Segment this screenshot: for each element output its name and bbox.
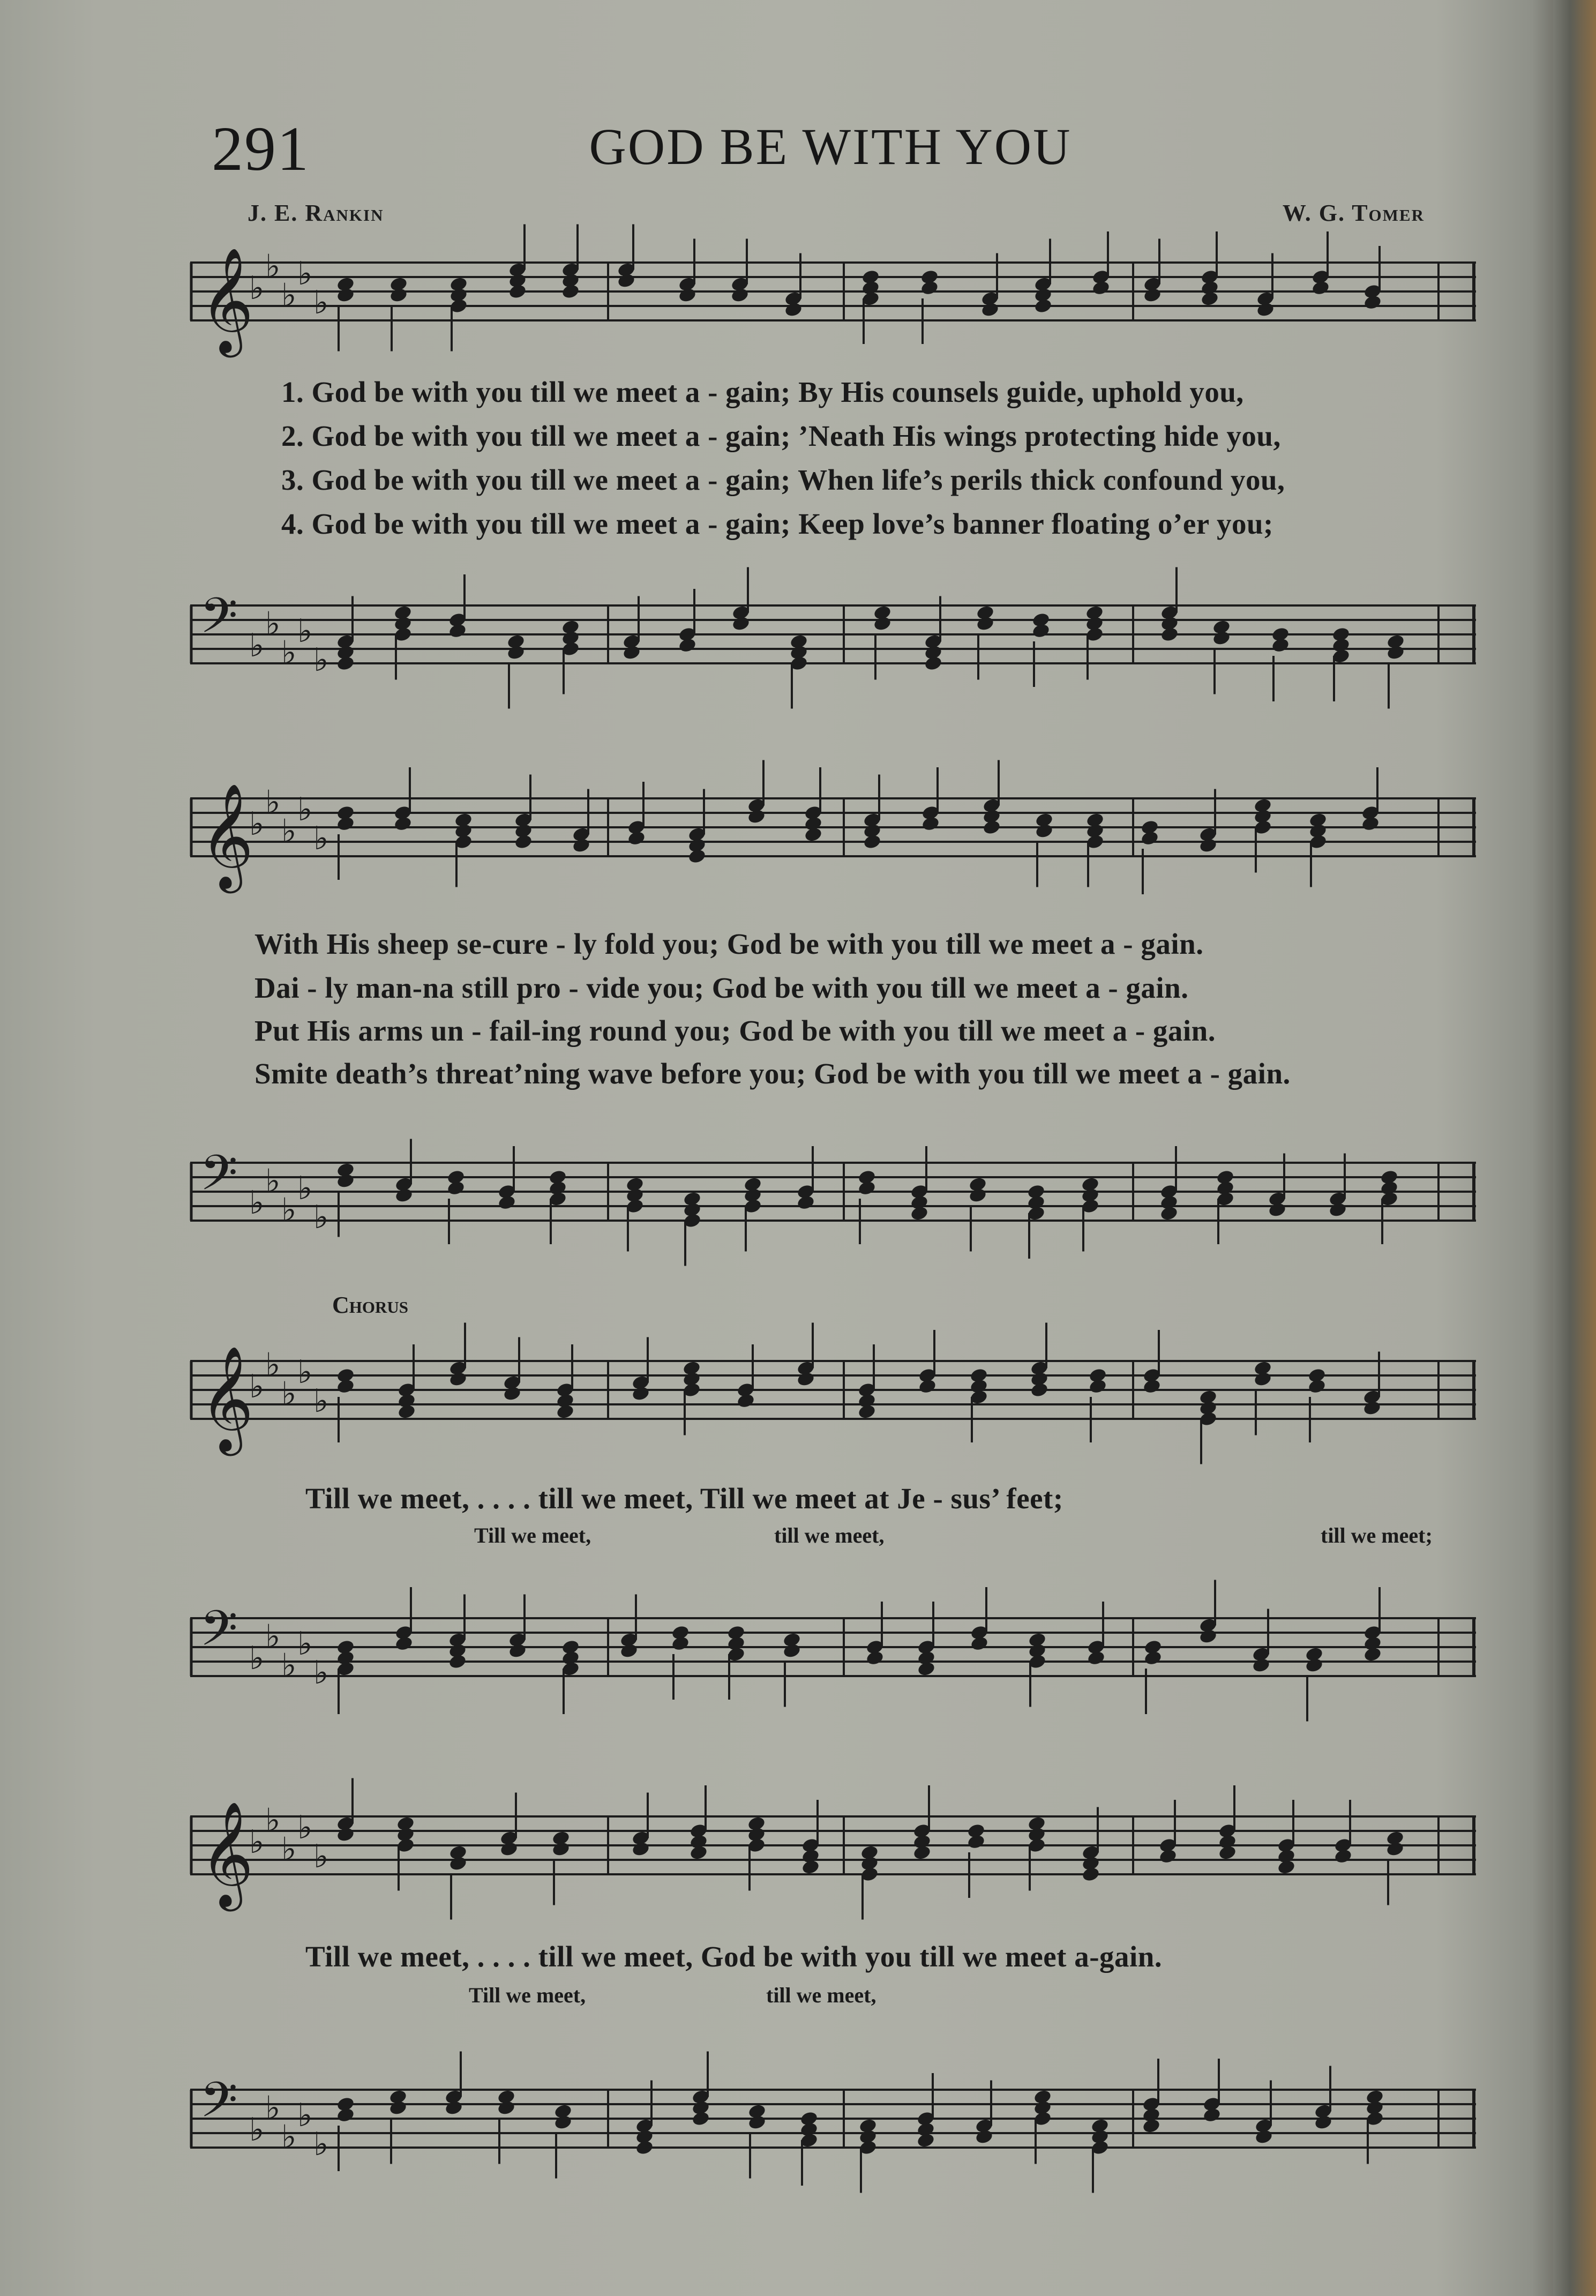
chorus-echo-3: till we meet; [1321,1523,1433,1547]
svg-text:♭: ♭ [249,1823,265,1861]
svg-text:♭: ♭ [313,2126,329,2163]
svg-text:♭: ♭ [297,2097,313,2134]
svg-text:♭: ♭ [281,1375,297,1413]
svg-text:♭: ♭ [281,276,297,315]
svg-text:♭: ♭ [249,627,265,664]
svg-text:♭: ♭ [265,783,281,821]
verse-2-line-2: Dai - ly man-na still pro - vide you; God be with you till we meet a - gain. [254,971,1189,1004]
svg-text:♭: ♭ [313,1838,329,1875]
verse-1-line-1: 1. God be with you till we meet a - gain; By His counsels guide, uphold you, [281,376,1244,408]
bass-staff [190,1600,1476,1692]
composer-credit: W. G. Tomer [1282,200,1425,226]
chorus-echo-4: Till we meet, [469,1983,586,2007]
svg-text:♭: ♭ [281,634,297,672]
svg-text:♭: ♭ [313,284,329,321]
treble-staff [190,783,1476,889]
page-binding-edge [1553,0,1596,2296]
verse-4-line-2: Smite death’s threat’ning wave before you; God be with you till we meet a - gain. [254,1057,1291,1090]
music-system-1 [190,247,1476,680]
svg-text:♭: ♭ [265,605,281,643]
svg-text:♭: ♭ [313,641,329,679]
svg-text:♭: ♭ [249,805,265,843]
svg-text:♭: ♭ [265,2089,281,2127]
bass-clef-icon: 𝄢 [200,1600,238,1669]
chorus-echo-2: till we meet, [774,1523,885,1547]
verse-1-line-2: With His sheep se-cure - ly fold you; God be with you till we meet a - gain. [254,928,1204,960]
treble-staff [190,1345,1476,1452]
bass-staff [190,587,1476,679]
bass-clef-icon: 𝄢 [200,1145,238,1213]
lyricist-credit: J. E. Rankin [248,200,384,226]
chorus-line-2: Till we meet, . . . . till we meet, God be with you till we meet a-gain. [305,1940,1163,1973]
svg-text:♭: ♭ [313,820,329,857]
svg-text:♭: ♭ [297,1809,313,1846]
treble-clef-icon: 𝄞 [200,1801,254,1907]
svg-text:♭: ♭ [297,791,313,828]
bass-staff [190,1145,1476,1236]
svg-text:♭: ♭ [281,2118,297,2156]
treble-clef-icon: 𝄞 [200,1345,254,1452]
svg-text:♭: ♭ [265,248,281,286]
chorus-line-1: Till we meet, . . . . till we meet, Till we meet at Je - sus’ feet; [305,1482,1063,1515]
treble-clef-icon: 𝄞 [200,783,254,889]
svg-text:♭: ♭ [297,1625,313,1663]
verse-3-line-1: 3. God be with you till we meet a - gain; When life’s perils thick confound you, [281,463,1285,496]
svg-text:♭: ♭ [265,1346,281,1384]
svg-text:♭: ♭ [313,1382,329,1420]
svg-text:♭: ♭ [297,1170,313,1207]
chorus-label: Chorus [332,1292,409,1318]
music-system-3-chorus [190,1291,1476,1715]
chorus-echo-1: Till we meet, [474,1523,591,1547]
svg-text:♭: ♭ [265,1801,281,1839]
svg-text:♭: ♭ [265,1162,281,1200]
verse-4-line-1: 4. God be with you till we meet a - gain; Keep love’s banner floating o’er you; [281,507,1273,540]
svg-text:♭: ♭ [297,612,313,650]
svg-text:♭: ♭ [281,1191,297,1229]
svg-text:♭: ♭ [265,1618,281,1656]
verse-3-line-2: Put His arms un - fail-ing round you; God be with you till we meet a - gain. [254,1014,1216,1047]
svg-text:♭: ♭ [249,2111,265,2149]
treble-staff [190,247,1476,353]
svg-text:♭: ♭ [313,1654,329,1692]
svg-text:♭: ♭ [281,1647,297,1685]
svg-text:♭: ♭ [249,270,265,307]
svg-text:♭: ♭ [297,1353,313,1391]
bass-staff [190,2071,1476,2163]
bass-clef-icon: 𝄢 [200,2071,238,2140]
bass-clef-icon: 𝄢 [200,587,238,656]
svg-text:♭: ♭ [281,812,297,850]
hymn-number: 291 [212,114,310,184]
treble-clef-icon: 𝄞 [200,247,254,353]
treble-staff [190,1801,1476,1907]
hymn-title: GOD BE WITH YOU [589,118,1072,175]
svg-text:♭: ♭ [249,1640,265,1677]
svg-text:♭: ♭ [313,1199,329,1236]
svg-text:♭: ♭ [249,1184,265,1222]
svg-text:♭: ♭ [249,1368,265,1405]
verse-2-line-1: 2. God be with you till we meet a - gain; ’Neath His wings protecting hide you, [281,420,1281,452]
music-system-4-chorus [190,1763,1476,2181]
svg-text:♭: ♭ [297,255,313,293]
chorus-echo-5: till we meet, [766,1983,876,2007]
music-system-2 [190,783,1476,1236]
svg-text:♭: ♭ [281,1830,297,1868]
